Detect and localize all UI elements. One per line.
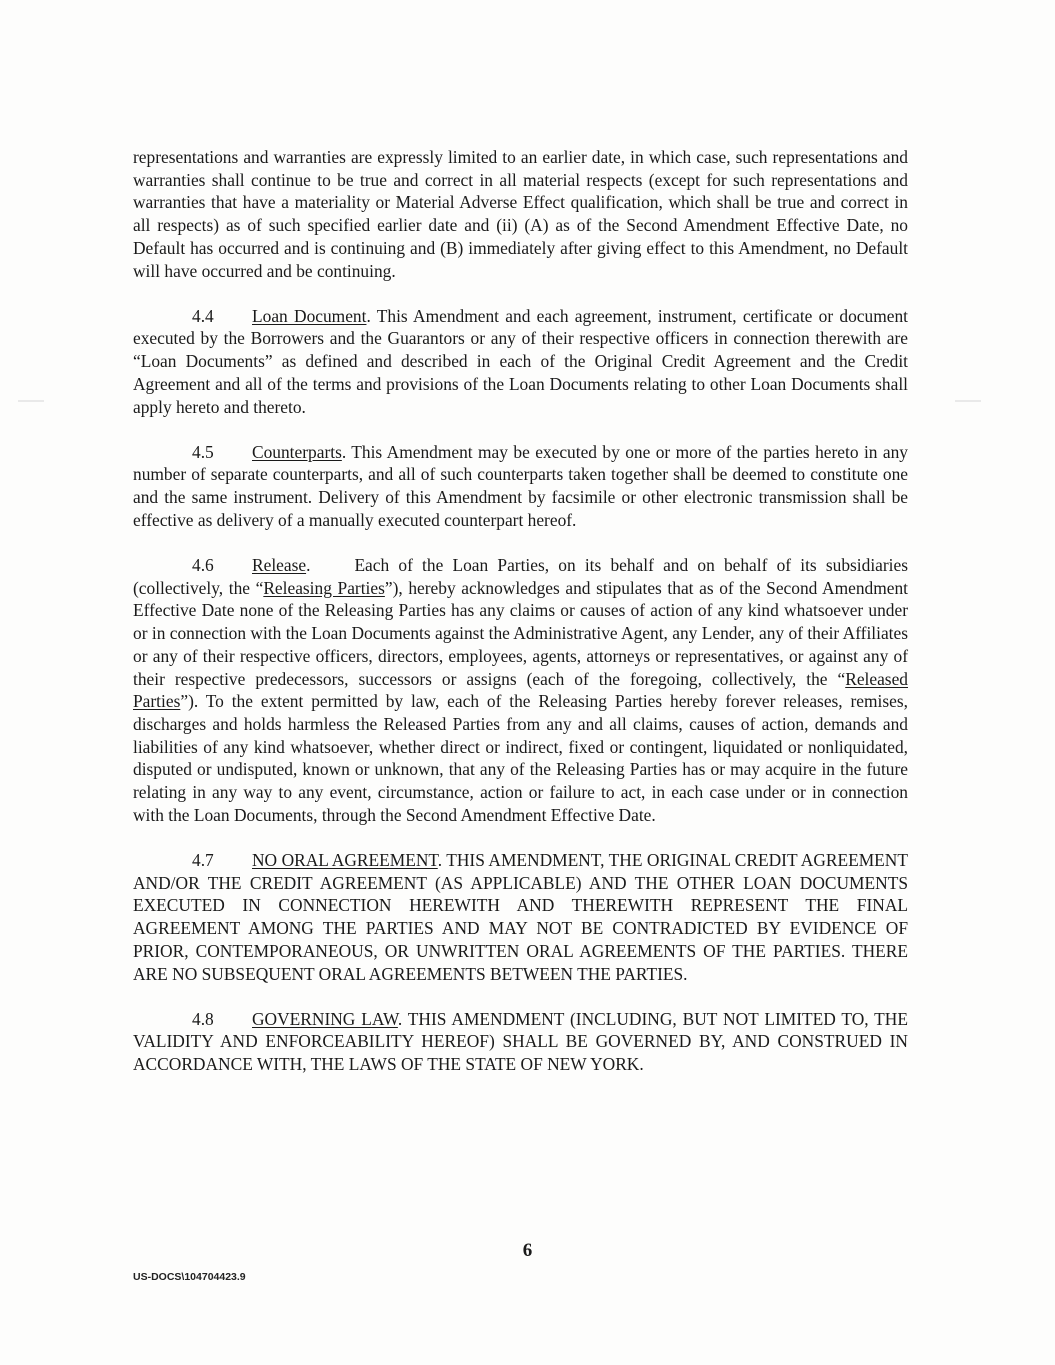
- section-number: 4.4: [192, 305, 214, 326]
- section-4-6: [133, 554, 908, 826]
- section-text-d: ”). To the extent permitted by law, each of the Releasing Parties hereby forever releases, remises, discharges and holds harmless the Released Parties from any and all claims, causes of action, demands and liabilities of any kind whatsoever, whether direct or indirect, fixed or contingent, liquidated or nonliquidated, disputed or undisputed, known or unknown, that any of the Releasing Parties has or may acquire in the future relating in any way to any event, circumstance, action or failure to act, in each case under or in connection with the Loan Documents, through the Second Amendment Effective Date.: [133, 691, 908, 825]
- section-text-b: Each of the Loan Parties, on its behalf and on behalf of its subsidiaries (collectively, the “: [133, 555, 908, 598]
- section-heading: NO ORAL AGREEMENT: [252, 849, 438, 870]
- section-heading: Release: [252, 555, 307, 576]
- section-text: . This Amendment may be executed by one or more of the parties hereto in any number of separate counterparts, and all of such counterparts taken together shall be deemed to constitute one and the same instrument. Delivery of this Amendment by facsimile or other electronic transmission shall be effective as delivery of a manually executed counterpart hereof.: [133, 441, 908, 530]
- section-number: 4.7: [192, 849, 214, 870]
- page-number: 6: [522, 1240, 533, 1261]
- section-4-8: [133, 1008, 908, 1076]
- section-number: 4.5: [192, 441, 214, 462]
- scan-artifact-left: [18, 400, 44, 402]
- section-4-5: [133, 441, 908, 532]
- document-id: US-DOCS\104704423.9: [133, 1271, 246, 1283]
- section-heading: Loan Document: [252, 305, 367, 326]
- section-text: . THIS AMENDMENT, THE ORIGINAL CREDIT AGREEMENT AND/OR THE CREDIT AGREEMENT (AS APPLICABLE) AND THE OTHER LOAN DOCUMENTS EXECUTED IN CONNECTION HEREWITH AND THEREWITH REPRESENT THE FINAL AGREEMENT AMONG THE PARTIES AND MAY NOT BE CONTRADICTED BY EVIDENCE OF PRIOR, CONTEMPORANEOUS, OR UNWRITTEN ORAL AGREEMENTS OF THE PARTIES. THERE ARE NO SUBSEQUENT ORAL AGREEMENTS BETWEEN THE PARTIES.: [133, 849, 908, 984]
- section-text-c: ”), hereby acknowledges and stipulates that as of the Second Amendment Effective Date none of the Releasing Parties has any claims or causes of action of any kind whatsoever under or in connection with the Loan Documents against the Administrative Agent, any Lender, any of their Affiliates or any of their respective officers, directors, employees, agents, attorneys or representatives, or against any of their respective predecessors, successors or assigns (each of the foregoing, collectively, the “: [133, 577, 908, 689]
- section-heading: GOVERNING LAW: [252, 1008, 398, 1029]
- scan-artifact-right: [955, 400, 981, 402]
- continuation-paragraph: [133, 146, 908, 282]
- section-heading: Counterparts: [252, 441, 342, 462]
- section-text: . This Amendment and each agreement, instrument, certificate or document executed by the Borrowers and the Guarantors or any of their respective officers in connection therewith are “Loan Documents” as defined and described in each of the Original Credit Agreement and the Credit Agreement and all of the terms and provisions of the Loan Documents relating to other Loan Documents shall apply hereto and thereto.: [133, 305, 908, 417]
- section-4-4: [133, 305, 908, 419]
- defined-term-released-parties: Released Parties: [133, 668, 908, 712]
- section-text: . THIS AMENDMENT (INCLUDING, BUT NOT LIMITED TO, THE VALIDITY AND ENFORCEABILITY HEREOF) SHALL BE GOVERNED BY, AND CONSTRUED IN ACCORDANCE WITH, THE LAWS OF THE STATE OF NEW YORK.: [133, 1008, 908, 1075]
- defined-term-releasing-parties: Releasing Parties: [263, 577, 385, 598]
- continuation-text: representations and warranties are expressly limited to an earlier date, in which case, such representations and warranties shall continue to be true and correct in all material respects (except for such representations and warranties that have a materiality or Material Adverse Effect qualification, which shall be true and correct in all respects) as of such specified earlier date and (ii) (A) as of the Second Amendment Effective Date, no Default has occurred and is continuing and (B) immediately after giving effect to this Amendment, no Default will have occurred and be continuing.: [133, 147, 908, 281]
- document-body: [133, 146, 908, 1098]
- section-number: 4.6: [192, 555, 214, 576]
- section-4-7: [133, 849, 908, 985]
- section-number: 4.8: [192, 1008, 214, 1029]
- section-text-a: .: [306, 555, 311, 576]
